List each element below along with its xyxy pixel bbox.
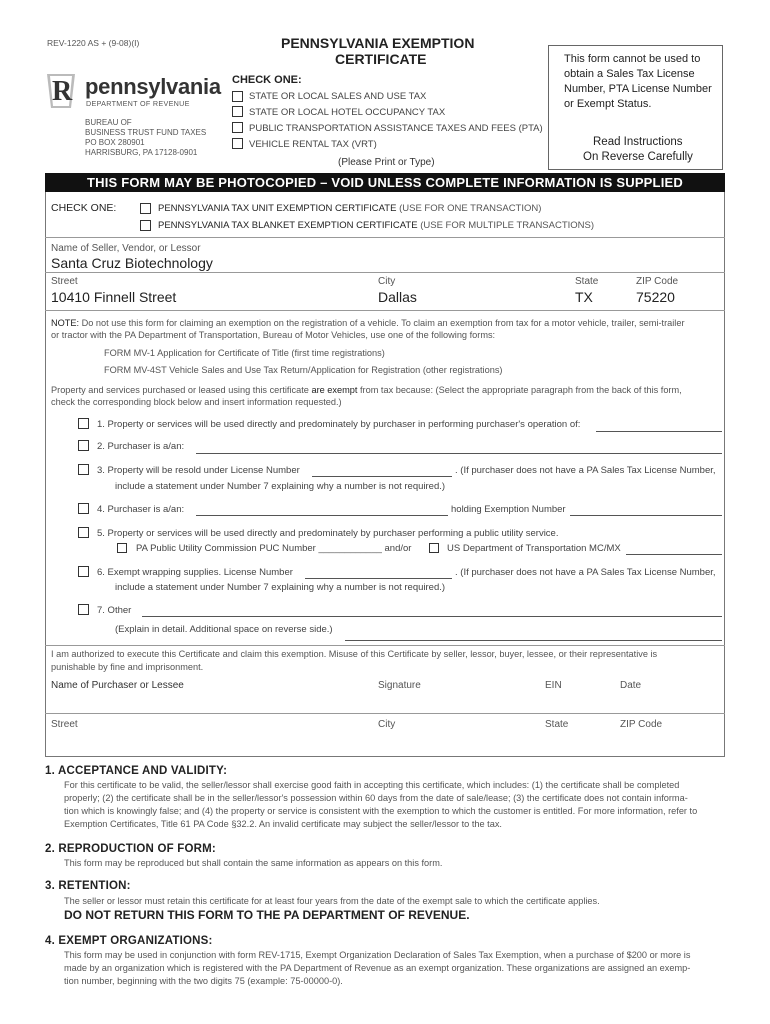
reason-1-checkbox[interactable] [78,418,89,429]
reason-3-label: 3. Property will be resold under License Number [97,465,300,476]
note-text: Do not use this form for claiming an exemption on the registration of a vehicle. To claim an exemption from tax for a motor vehicle, trailer, semi-trailer [79,318,685,328]
puc-checkbox[interactable] [117,543,127,553]
reason-2-field[interactable] [196,453,722,454]
divider [45,713,725,714]
blanket-exemption-checkbox[interactable] [140,220,151,231]
purchaser-zip-label: ZIP Code [620,719,663,730]
authorization-text-line2: punishable by fine and imprisonment. [51,662,204,672]
exempt-intro-line2: check the corresponding block below and insert information requested.) [51,397,342,407]
reason-5-checkbox[interactable] [78,527,89,538]
form-title-line2: CERTIFICATE [335,51,427,67]
reason-3-note-line2: include a statement under Number 7 explaining why a number is not required.) [115,481,446,492]
tax-type-checkbox[interactable] [232,138,243,149]
section-1-text: tion which is knowingly false; and (4) the property or service is consistent with the exemption to which the customer is entitled. For more information, refer to [64,806,698,816]
reason-7-field-line2[interactable] [345,640,722,641]
reason-6-note-line2: include a statement under Number 7 explaining why a number is not required.) [115,582,446,593]
section-3-title: 3. RETENTION: [45,880,131,892]
section-4-title: 4. EXEMPT ORGANIZATIONS: [45,935,213,947]
notice-text: obtain a Sales Tax License [564,68,695,80]
print-note: (Please Print or Type) [338,157,435,168]
section-4-text: This form may be used in conjunction with form REV-1715, Exempt Organization Declaration of Sales Tax Exemption, when a purchase of $200 or more is [64,950,691,960]
seller-name-value[interactable]: Santa Cruz Biotechnology [51,255,213,271]
puc-label: PA Public Utility Commission PUC Number ____________ and/or [136,543,412,554]
seller-zip-label: ZIP Code [636,276,679,287]
ein-label: EIN [545,680,562,691]
reason-6-note: . (If purchaser does not have a PA Sales Tax License Number, [455,567,716,578]
pa-keystone-logo [44,72,78,110]
seller-state-label: State [575,276,599,287]
section-2-title: 2. REPRODUCTION OF FORM: [45,843,216,855]
seller-state-value[interactable]: TX [575,289,593,305]
tax-type-label: STATE OR LOCAL HOTEL OCCUPANCY TAX [249,107,446,118]
instructions-note: Read Instructions [593,136,683,148]
unit-exemption-checkbox[interactable] [140,203,151,214]
tax-type-label: PUBLIC TRANSPORTATION ASSISTANCE TAXES AND FEES (PTA) [249,123,543,134]
section-2-text: This form may be reproduced but shall contain the same information as appears on this form. [64,858,443,868]
tax-type-label: STATE OR LOCAL SALES AND USE TAX [249,91,427,102]
address-line: HARRISBURG, PA 17128-0901 [85,148,198,157]
reason-4-field[interactable] [196,515,448,516]
address-line: BUREAU OF [85,118,132,127]
reason-2-label: 2. Purchaser is a/an: [97,441,185,452]
notice-text: or Exempt Status. [564,98,652,110]
reason-4-label: 4. Purchaser is a/an: [97,504,185,515]
notice-text: Number, PTA License Number [564,83,712,95]
date-label: Date [620,680,642,691]
seller-name-label: Name of Seller, Vendor, or Lessor [51,243,201,254]
section-1-title: 1. ACCEPTANCE AND VALIDITY: [45,765,228,777]
reason-7-label: 7. Other [97,605,132,616]
unit-exemption-label: PENNSYLVANIA TAX UNIT EXEMPTION CERTIFICATE [158,203,397,214]
blanket-exemption-note: (USE FOR MULTIPLE TRANSACTIONS) [420,220,595,231]
reason-7-note: (Explain in detail. Additional space on reverse side.) [115,624,333,635]
section-4-text: made by an organization which is registered with the PA Department of Revenue as an exempt organization. These organizations are assigned an exemp- [64,963,691,973]
logo-name: pennsylvania [85,74,221,99]
check-one-main-label: CHECK ONE: [51,202,117,214]
section-4-text: tion number, beginning with the two digits 75 (example: 75-00000-0). [64,976,343,986]
tax-type-checkbox[interactable] [232,122,243,133]
purchaser-name-label: Name of Purchaser or Lessee [51,680,184,691]
usdot-field[interactable] [626,554,722,555]
seller-street-value[interactable]: 10410 Finnell Street [51,289,177,305]
section-3-text: The seller or lessor must retain this certificate for at least four years from the date of the exempt sale to which the certificate applies. [64,896,600,906]
section-1-text: For this certificate to be valid, the seller/lessor shall exercise good faith in accepting this certificate, which includes: (1) the certificate shall be completed [64,780,680,790]
notice-box [548,45,723,170]
instructions-note: On Reverse Carefully [583,151,693,163]
logo-dept: DEPARTMENT OF REVENUE [86,99,190,108]
do-not-return-notice: DO NOT RETURN THIS FORM TO THE PA DEPARTMENT OF REVENUE. [64,908,470,922]
reason-4-exemption-label: holding Exemption Number [451,504,566,515]
purchaser-city-label: City [378,719,396,730]
exempt-intro-text: Property and services purchased or leased using this certificate [51,385,312,395]
form-title: PENNSYLVANIA EXEMPTION [281,35,475,51]
authorization-text: I am authorized to execute this Certificate and claim this exemption. Misuse of this Certificate by seller, lessor, buyer, lessee, or their representative is [51,649,658,659]
divider [45,310,725,311]
exempt-intro-emphasis: are exempt [311,385,358,395]
reason-1-label: 1. Property or services will be used directly and predominately by purchaser in performing purchaser's operation of: [97,419,581,430]
form-mv1: FORM MV-1 Application for Certificate of Title (first time registrations) [104,348,385,358]
divider [45,237,725,238]
exempt-intro-text: from tax because: (Select the appropriate paragraph from the back of this form, [357,385,682,395]
form-mv4st: FORM MV-4ST Vehicle Sales and Use Tax Return/Application for Registration (other registrations) [104,365,503,375]
usdot-checkbox[interactable] [429,543,439,553]
divider [45,272,725,273]
signature-label: Signature [378,680,421,691]
blanket-exemption-label: PENNSYLVANIA TAX BLANKET EXEMPTION CERTIFICATE [158,220,418,231]
reason-3-note: . (If purchaser does not have a PA Sales Tax License Number, [455,465,716,476]
reason-6-license-field[interactable] [305,578,452,579]
reason-5-label: 5. Property or services will be used directly and predominately by purchaser performing a public utility service. [97,528,559,539]
reason-4-exemption-field[interactable] [570,515,722,516]
reason-2-checkbox[interactable] [78,440,89,451]
seller-city-label: City [378,276,396,287]
form-number: REV-1220 AS + (9-08)(I) [47,38,140,48]
seller-street-label: Street [51,276,78,287]
unit-exemption-option [158,203,541,214]
address-line: PO BOX 280901 [85,138,145,147]
reason-6-checkbox[interactable] [78,566,89,577]
reason-4-checkbox[interactable] [78,503,89,514]
purchaser-state-label: State [545,719,569,730]
reason-7-checkbox[interactable] [78,604,89,615]
tax-type-checkbox[interactable] [232,106,243,117]
reason-6-label: 6. Exempt wrapping supplies. License Number [97,567,293,578]
blanket-exemption-option [158,220,594,231]
section-1-text: Exemption Certificates, Title 61 PA Code §32.2. An invalid certificate may subject the seller/lessor to the tax. [64,819,502,829]
tax-type-label: VEHICLE RENTAL TAX (VRT) [249,139,377,150]
reason-1-field[interactable] [596,431,722,432]
logo-letter: R [52,76,73,107]
vehicle-note [51,318,685,328]
usdot-label: US Department of Transportation MC/MX [447,543,621,554]
photocopy-banner: THIS FORM MAY BE PHOTOCOPIED – VOID UNLESS COMPLETE INFORMATION IS SUPPLIED [45,173,725,192]
exempt-intro [51,385,682,395]
check-one-top-label: CHECK ONE: [232,74,302,86]
notice-text: This form cannot be used to [564,53,701,65]
seller-zip-value[interactable]: 75220 [636,289,675,305]
purchaser-street-label: Street [51,719,78,730]
seller-city-value[interactable]: Dallas [378,289,417,305]
vehicle-note-line2: or tractor with the PA Department of Transportation, Bureau of Motor Vehicles, use one of the following forms: [51,330,496,340]
unit-exemption-note: (USE FOR ONE TRANSACTION) [399,203,542,214]
tax-type-checkbox[interactable] [232,91,243,102]
section-1-text: properly; (2) the certificate shall be in the seller/lessor's possession within 60 days from the date of sale/lease; (3) the certificate does not contain informa- [64,793,688,803]
reason-7-field[interactable] [142,616,722,617]
note-prefix: NOTE: [51,318,80,328]
address-line: BUSINESS TRUST FUND TAXES [85,128,207,137]
reason-3-license-field[interactable] [312,476,452,477]
reason-3-checkbox[interactable] [78,464,89,475]
divider [45,645,725,646]
